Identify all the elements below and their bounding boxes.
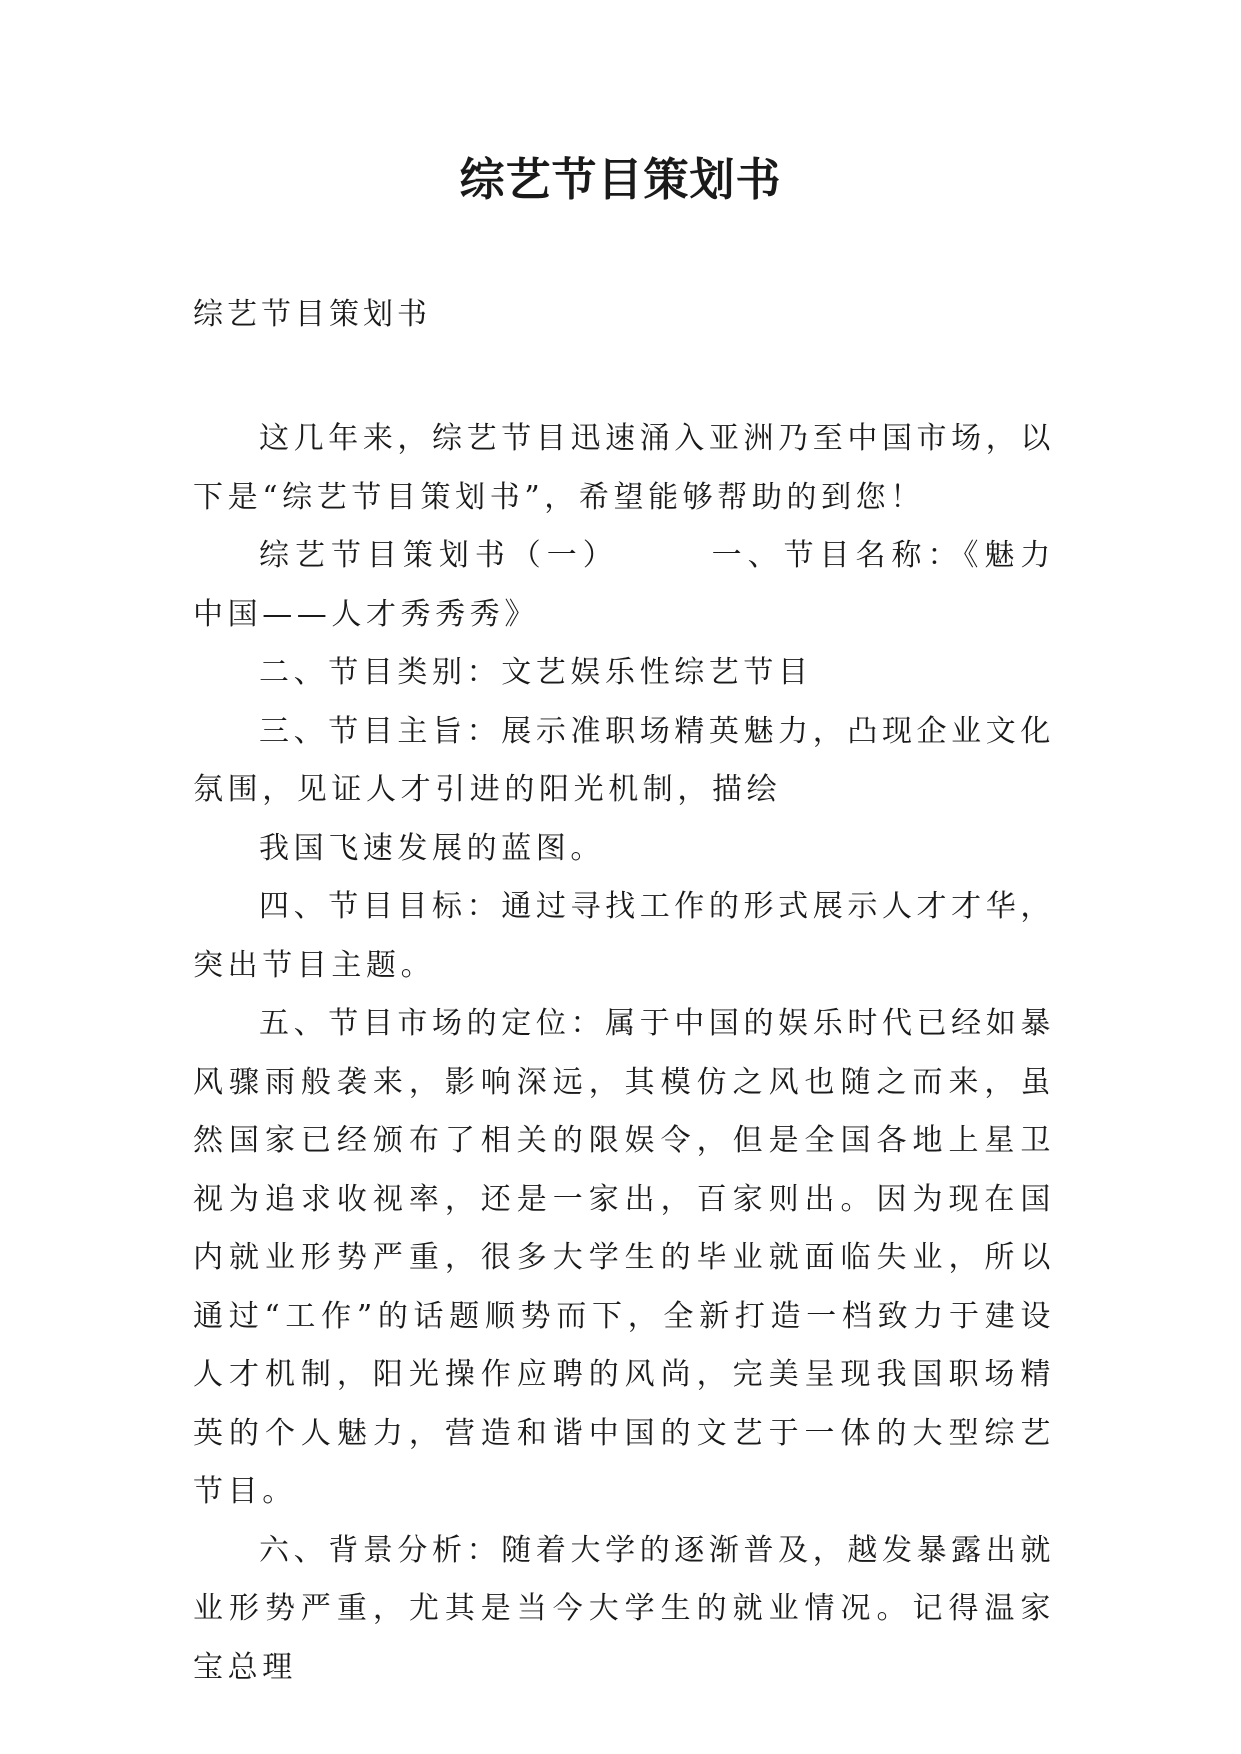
paragraph-market-positioning: 五、节目市场的定位：属于中国的娱乐时代已经如暴风骤雨般袭来，影响深远，其模仿之风也随之而来，虽然国家已经颁布了相关的限娱令，但是全国各地上星卫视为追求收视率，还是一家出，百家则出。因为现在国内就业形势严重，很多大学生的毕业就面临失业，所以通过“工作”的话题顺势而下，全新打造一档致力于建设人才机制，阳光操作应聘的风尚，完美呈现我国职场精英的个人魅力，营造和谐中国的文艺于一体的大型综艺节目。 — [193, 1006, 1055, 1509]
document-subtitle: 综艺节目策划书 — [193, 297, 431, 332]
paragraph-intro: 这几年来，综艺节目迅速涌入亚洲乃至中国市场，以下是“综艺节目策划书”，希望能够帮助的到您！ — [193, 421, 1055, 515]
paragraph-program-goal: 四、节目目标：通过寻找工作的形式展示人才才华，突出节目主题。 — [193, 889, 1055, 983]
paragraph-section-heading: 综艺节目策划书（一） 一、节目名称：《魅力中国——人才秀秀秀》 — [193, 538, 1055, 632]
document-title: 综艺节目策划书 — [459, 153, 782, 206]
paragraph-purpose-continued: 我国飞速发展的蓝图。 — [259, 830, 605, 866]
paragraph-program-category: 二、节目类别：文艺娱乐性综艺节目 — [259, 655, 813, 690]
paragraph-program-purpose: 三、节目主旨：展示准职场精英魅力，凸现企业文化氛围，见证人才引进的阳光机制，描绘 — [193, 713, 1055, 807]
document-body — [193, 410, 1055, 1697]
paragraph-background-analysis: 六、背景分析：随着大学的逐渐普及，越发暴露出就业形势严重，尤其是当今大学生的就业情况。记得温家宝总理 — [193, 1532, 1055, 1685]
